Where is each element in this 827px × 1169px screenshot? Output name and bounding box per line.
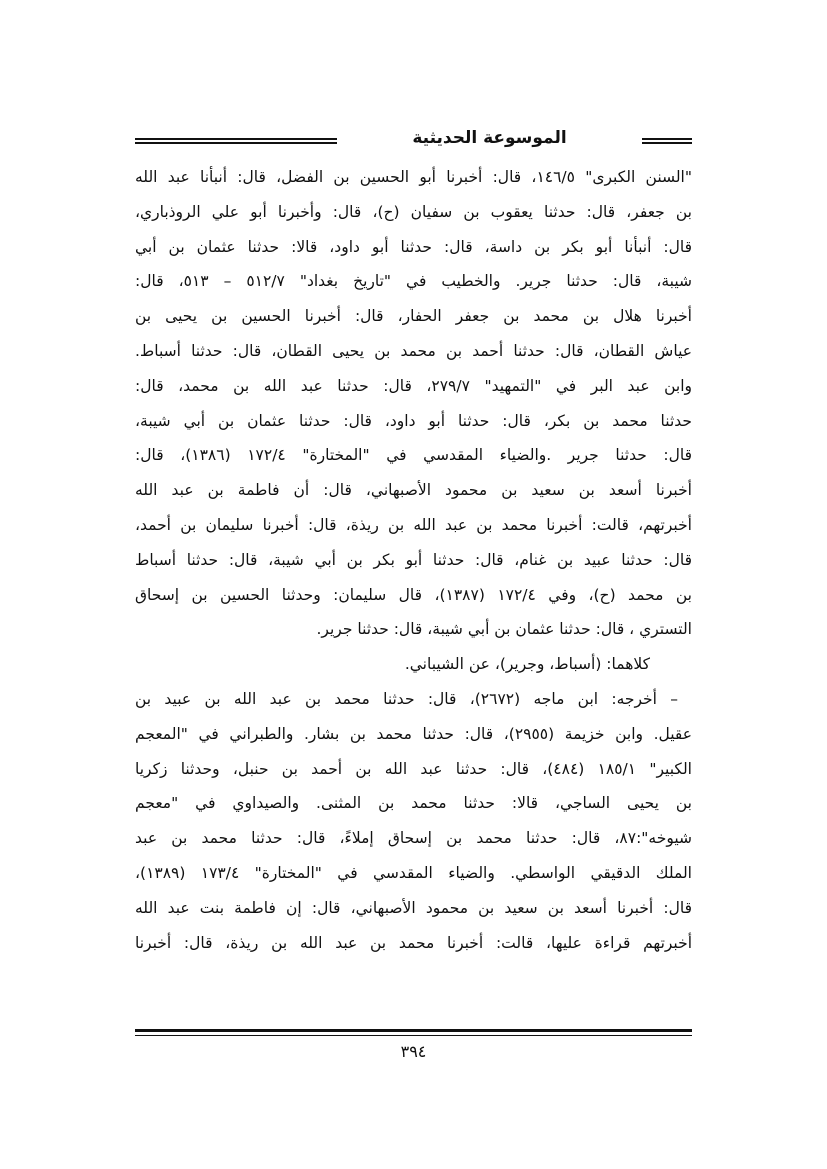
text-line: أخبرتهم قراءة عليها، قالت: أخبرنا محمد بن عبد الله بن ريذة، قال: أخبرنا: [135, 933, 692, 952]
text-line: قال: حدثنا عبيد بن غنام، قال: حدثنا أبو بكر بن أبي شيبة، قال: حدثنا أسباط: [135, 550, 692, 569]
text-line: الكبير" ١٨٥/١ (٤٨٤)، قال: حدثنا عبد الله بن أحمد بن حنبل، وحدثنا زكريا: [135, 759, 692, 778]
header-rule-left: [135, 138, 337, 144]
text-line: كلاهما: (أسباط، وجرير)، عن الشيباني.: [404, 655, 650, 674]
text-line: حدثنا محمد بن بكر، قال: حدثنا أبو داود، قال: حدثنا عثمان بن أبي شيبة،: [135, 411, 692, 430]
text-line: أخبرنا أسعد بن سعيد بن محمود الأصبهاني، قال: أن فاطمة بن عبد الله: [135, 481, 692, 500]
text-line: شيبة، قال: حدثنا جرير. والخطيب في "تاريخ بغداد" ٥١٢/٧ – ٥١٣، قال:: [135, 272, 692, 291]
text-line: قال: أنبأنا أبو بكر بن داسة، قال: حدثنا أبو داود، قالا: حدثنا عثمان بن أبي: [135, 237, 692, 256]
text-line: قال: أخبرنا أسعد بن سعيد بن محمود الأصبهاني، قال: إن فاطمة بنت عبد الله: [135, 898, 692, 917]
text-line: عياش القطان، قال: حدثنا أحمد بن محمد بن يحيى القطان، قال: حدثنا أسباط.: [135, 341, 692, 360]
page-header: [135, 128, 692, 154]
text-line: "السنن الكبرى" ١٤٦/٥، قال: أخبرنا أبو الحسين بن الفضل، قال: أنبأنا عبد الله: [135, 168, 692, 186]
body-text: [135, 160, 692, 960]
page-number: ٣٩٤: [400, 1042, 427, 1061]
text-line: بن جعفر، قال: حدثنا يعقوب بن سفيان (ح)، قال: وأخبرنا أبو علي الروذباري،: [135, 202, 692, 221]
text-line: قال: حدثنا جرير .والضياء المقدسي في "المختارة" ١٧٢/٤ (١٣٨٦)، قال:: [135, 446, 692, 465]
text-line: أخبرنا هلال بن محمد بن جعفر الحفار، قال: أخبرنا الحسين بن يحيى بن: [135, 307, 692, 326]
text-line: شيوخه":٨٧، قال: حدثنا محمد بن إسحاق إملاءً، قال: حدثنا محمد بن عبد: [135, 829, 692, 848]
text-line: بن يحيى الساجي، قالا: حدثنا محمد بن المثنى. والصيداوي في "معجم: [135, 794, 692, 813]
header-title: الموسوعة الحديثية: [412, 128, 567, 148]
text-line: الملك الدقيقي الواسطي. والضياء المقدسي في "المختارة" ١٧٣/٤ (١٣٨٩)،: [135, 863, 692, 882]
text-line: – أخرجه: ابن ماجه (٢٦٧٢)، قال: حدثنا محمد بن عبد الله بن عبيد بن: [135, 689, 678, 708]
footer-rule: [135, 1029, 692, 1036]
header-rule-right: [642, 138, 692, 144]
text-line: عقيل. وابن خزيمة (٢٩٥٥)، قال: حدثنا محمد بن بشار. والطبراني في "المعجم: [135, 724, 692, 743]
text-line: التستري ، قال: حدثنا عثمان بن أبي شيبة، قال: حدثنا جرير.: [316, 620, 692, 639]
text-line: بن محمد (ح)، وفي ١٧٢/٤ (١٣٨٧)، قال سليمان: وحدثنا الحسين بن إسحاق: [135, 585, 692, 604]
text-line: أخبرتهم، قالت: أخبرنا محمد بن عبد الله بن ريذة، قال: أخبرنا سليمان بن أحمد،: [135, 515, 692, 534]
text-line: وابن عبد البر في "التمهيد" ٢٧٩/٧، قال: حدثنا عبد الله بن محمد، قال:: [135, 376, 692, 395]
